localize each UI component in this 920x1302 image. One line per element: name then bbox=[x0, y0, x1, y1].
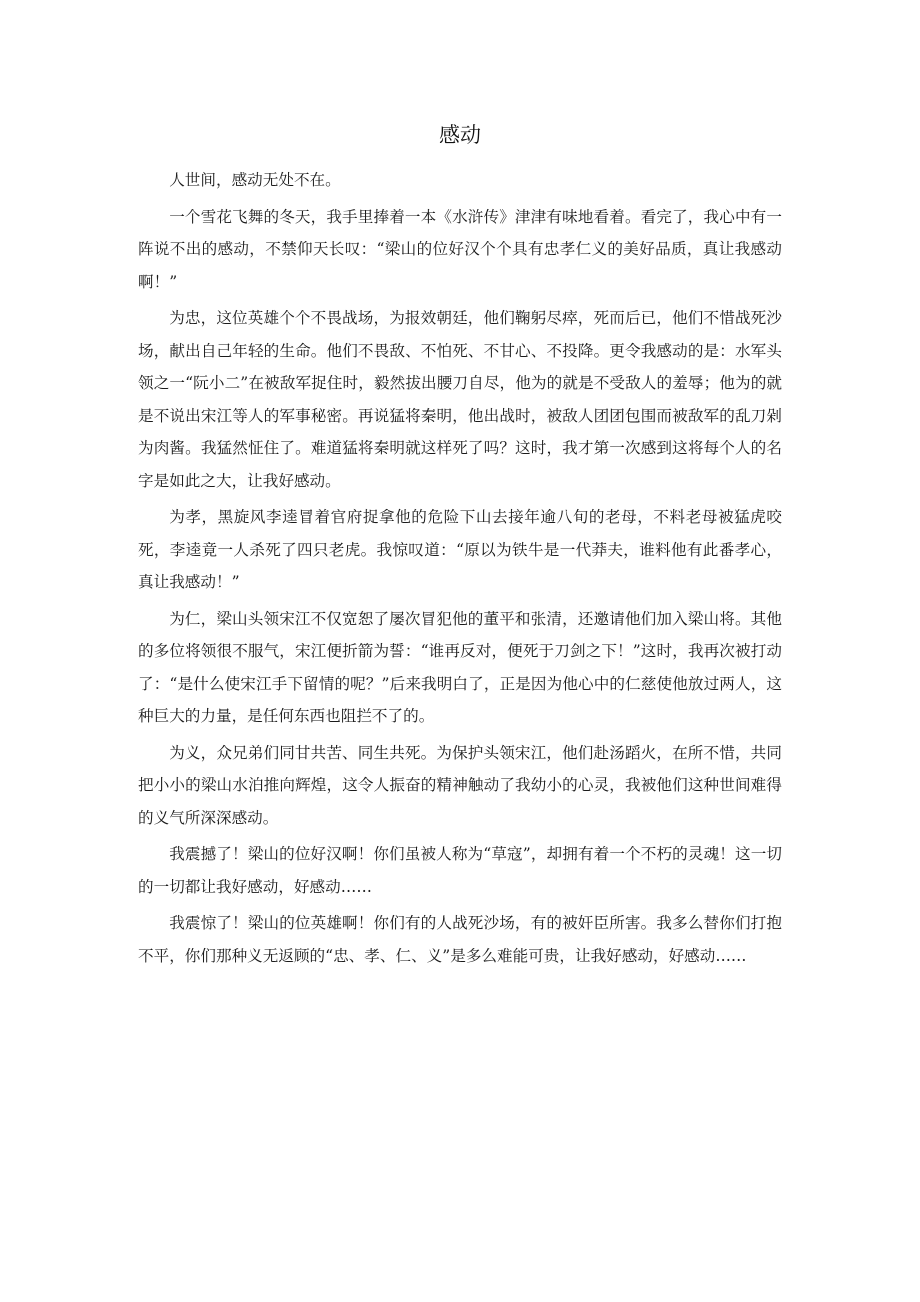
paragraph-loyalty: 为忠，这位英雄个个不畏战场，为报效朝廷，他们鞠躬尽瘁，死而后已，他们不惜战死沙场，献出自己年轻的生命。他们不畏敌、不怕死、不甘心、不投降。更令我感动的是：水军头领之一“阮小二”在被敌军捉住时，毅然拔出腰刀自尽，他为的就是不受敌人的羞辱；他为的就是不说出宋江等人的军事秘密。再说猛将秦明，他出战时，被敌人团团包围而被敌军的乱刀剁为肉酱。我猛然怔住了。难道猛将秦明就这样死了吗？这时，我才第一次感到这将每个人的名字是如此之大，让我好感动。 bbox=[138, 309, 782, 490]
paragraph-righteousness: 为义，众兄弟们同甘共苦、同生共死。为保护头领宋江，他们赴汤蹈火，在所不惜，共同把小小的梁山水泊推向辉煌，这令人振奋的精神触动了我幼小的心灵，我被他们这种世间难得的义气所深深感动。 bbox=[138, 743, 782, 827]
paragraph-benevolence: 为仁，梁山头领宋江不仅宽恕了屡次冒犯他的董平和张清，还邀请他们加入梁山将。其他的多位将领很不服气，宋江便折箭为誓：“谁再反对，便死于刀剑之下！”这时，我再次被打动了：“是什么使宋江手下留情的呢？”后来我明白了，正是因为他心中的仁慈使他放过两人，这种巨大的力量，是任何东西也阻拦不了的。 bbox=[138, 609, 782, 725]
paragraph-reading: 一个雪花飞舞的冬天，我手里捧着一本《水浒传》津津有味地看着。看完了，我心中有一阵说不出的感动，不禁仰天长叹：“梁山的位好汉个个具有忠孝仁义的美好品质，真让我感动啊！” bbox=[138, 207, 782, 291]
paragraph-shock: 我震撼了！梁山的位好汉啊！你们虽被人称为“草寇”，却拥有着一个不朽的灵魂！这一切的一切都让我好感动，好感动…… bbox=[138, 845, 782, 896]
paragraph-intro: 人世间，感动无处不在。 bbox=[169, 171, 341, 189]
paragraph-filial-piety: 为孝，黑旋风李逵冒着官府捉拿他的危险下山去接年逾八旬的老母，不料老母被猛虎咬死，李逵竟一人杀死了四只老虎。我惊叹道：“原以为铁牛是一代莽夫，谁料他有此番孝心，真让我感动！” bbox=[138, 508, 782, 591]
page-title: 感动 bbox=[439, 123, 481, 147]
document-body bbox=[138, 164, 782, 976]
paragraph-conclusion: 我震惊了！梁山的位英雄啊！你们有的人战死沙场，有的被奸臣所害。我多么替你们打抱不平，你们那种义无返顾的“忠、孝、仁、义”是多么难能可贵，让我好感动，好感动…… bbox=[138, 914, 782, 965]
